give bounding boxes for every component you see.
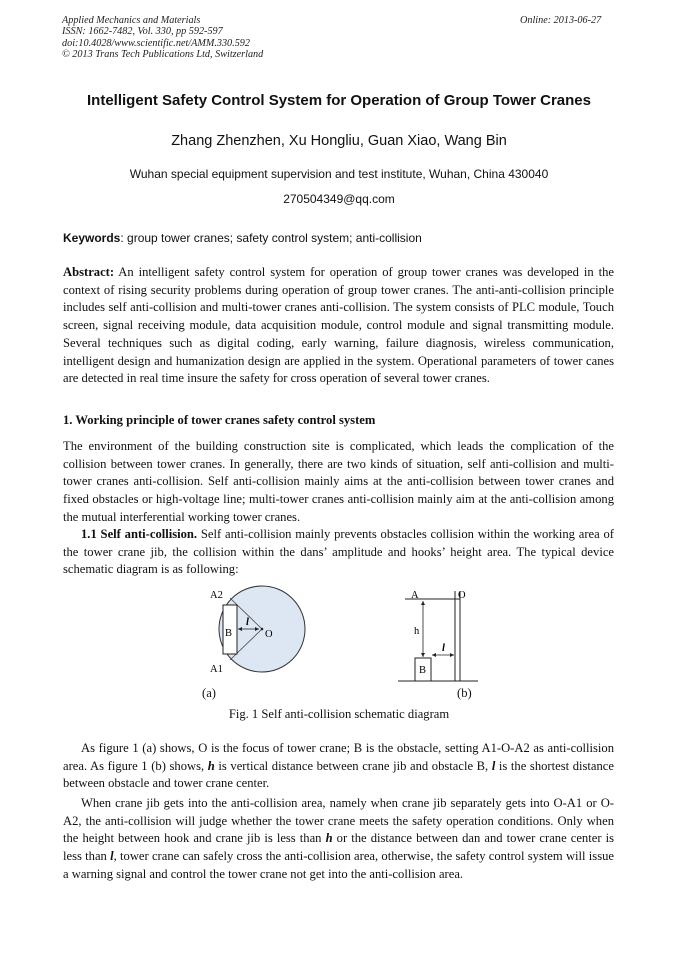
label-a2: A2 <box>210 590 223 601</box>
label-o-a: O <box>265 629 273 640</box>
para3-text-1: As figure 1 (a) shows, O is the focus of tower crane; B is the obstacle, setting A1-O-A2 as anti-collision area. As figure 1 (b) shows, <box>63 741 614 773</box>
section-paragraph-1: The environment of the building construction site is complicated, which leads the complication of the collision between tower cranes. In generally, there are two kinds of situation, self anti-collision and multi-tower cranes anti-collision. Self anti-collision mainly aims at the anti-collision between tower cranes and fixed obstacles or high-voltage line; multi-tower cranes anti-collision mainly aim at the anti-collision among the mutual interferential working tower cranes. <box>63 439 614 524</box>
paragraph-3 <box>63 740 614 793</box>
subsection-text: Self anti-collision mainly prevents obstacles collision within the working area of the tower crane jib, the collision within the dans’ amplitude and hooks’ height area. The typical device schematic diagram is as following: <box>63 527 614 577</box>
label-a-b: A <box>411 590 419 601</box>
keywords <box>63 231 422 245</box>
abstract <box>63 264 614 388</box>
h-arrow-head <box>421 601 425 605</box>
l-arrow-b-head <box>432 653 436 657</box>
label-l-a: l <box>246 617 249 628</box>
subfigure-label-a: (a) <box>202 686 216 700</box>
label-o-b: O <box>458 590 466 601</box>
label-b-a: B <box>225 628 233 639</box>
journal-header <box>62 15 263 61</box>
section-paragraph-2 <box>63 526 614 579</box>
keywords-label: Keywords <box>63 231 121 245</box>
journal-name: Applied Mechanics and Materials <box>62 15 201 26</box>
copyright: © 2013 Trans Tech Publications Ltd, Switzerland <box>62 49 264 61</box>
para3-text-2: is vertical distance between crane jib and obstacle B, <box>214 758 492 773</box>
issn: ISSN: 1662-7482, Vol. 330, pp 592-597 <box>62 26 223 38</box>
doi: doi:10.4028/www.scientific.net/AMM.330.592 <box>62 37 250 49</box>
figure-caption: Fig. 1 Self anti-collision schematic diagram <box>228 707 450 721</box>
para3-h: h <box>207 758 215 773</box>
para3-l: l <box>491 758 496 773</box>
authors: Zhang Zhenzhen, Xu Hongliu, Guan Xiao, Wang Bin <box>171 133 507 149</box>
para4-text-2: or the distance between dan and tower crane center is less than <box>63 831 614 864</box>
figure-1-diagram <box>190 585 490 703</box>
keywords-text: : group tower cranes; safety control system; anti-collision <box>120 231 422 245</box>
para4-h: h <box>325 831 333 846</box>
email: 270504349@qq.com <box>283 192 395 206</box>
para4-l: l <box>110 849 114 864</box>
label-l-b: l <box>442 643 445 654</box>
abstract-label: Abstract: <box>63 265 115 279</box>
paragraph-4 <box>63 795 614 884</box>
label-h-b: h <box>414 626 420 637</box>
para4-text-3: , tower crane can safely cross the anti-collision area, otherwise, the safety control system will issue a warning signal and control the tower crane not get into the anti-collision area. <box>63 849 614 881</box>
l-arrow-b-tail <box>450 653 454 657</box>
section-heading: 1. Working principle of tower cranes safety control system <box>63 413 376 427</box>
online-date: Online: 2013-06-27 <box>520 15 602 26</box>
label-b-b: B <box>419 665 427 676</box>
focus-point <box>261 628 264 631</box>
para3-text-3: is the shortest distance between obstacle and tower crane center. <box>63 758 614 791</box>
paper-title: Intelligent Safety Control System for Operation of Group Tower Cranes <box>87 92 591 109</box>
h-arrow-tail <box>421 653 425 657</box>
affiliation: Wuhan special equipment supervision and test institute, Wuhan, China 430040 <box>129 167 549 181</box>
label-a1: A1 <box>210 664 223 675</box>
figure-1 <box>190 585 490 703</box>
subfigure-label-b: (b) <box>457 686 472 700</box>
subsection-label: 1.1 Self anti-collision. <box>81 527 198 541</box>
abstract-text: An intelligent safety control system for operation of group tower cranes was developed in the context of rising security problems during operation of group tower cranes. The anti-anti-collision principle includes self anti-collision and multi-tower cranes anti-collision. The system consists of PLC module, Touch screen, signal receiving module, data acquisition module, control module and signal transmitting module. Several techniques such as digital coding, early warning, failure diagnosis, wireless communication, intelligent design and humanization design are applied in the system. Operational parameters of tower canes are detected in real time insure the safety for cross operation of several tower cranes. <box>63 265 614 386</box>
para4-text-1: When crane jib gets into the anti-collision area, namely when crane jib separately gets into O-A1 or O-A2, the anti-collision will judge whether the tower crane meets the safety operation conditions. Only when the height between hook and crane jib is less than <box>63 796 614 846</box>
